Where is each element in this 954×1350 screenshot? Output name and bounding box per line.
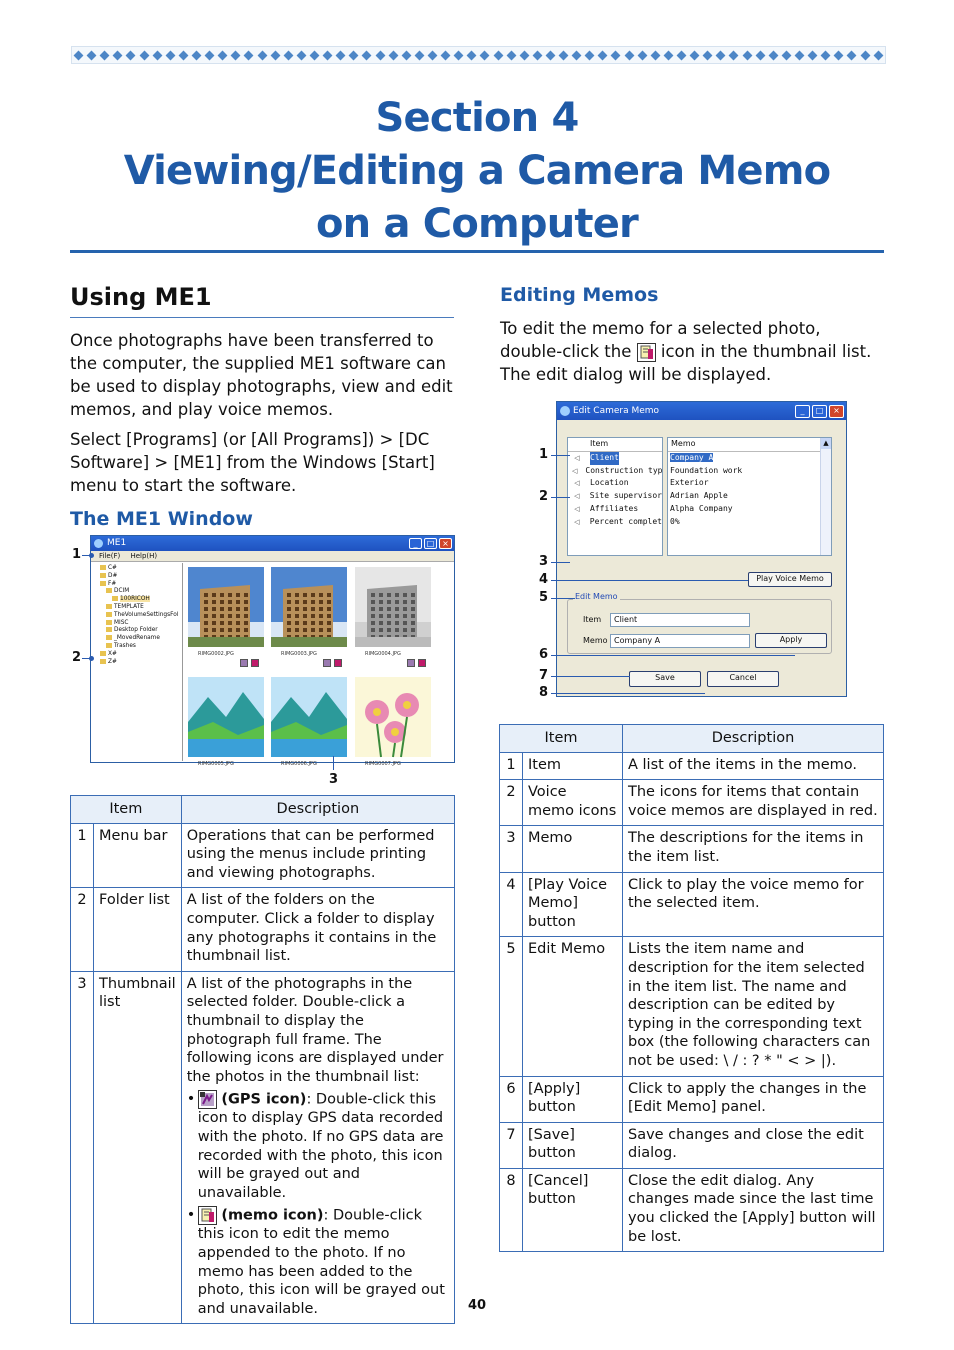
pattern-diamond bbox=[768, 50, 778, 60]
table-row bbox=[500, 937, 884, 1076]
pattern-diamond bbox=[231, 50, 241, 60]
maximize-button[interactable]: □ bbox=[424, 538, 437, 549]
gps-icon bbox=[198, 1090, 217, 1109]
row-number: 8 bbox=[500, 1168, 523, 1251]
item-list-row[interactable] bbox=[568, 465, 662, 478]
folder-item[interactable] bbox=[94, 635, 179, 643]
pattern-diamond bbox=[401, 50, 411, 60]
table-row bbox=[500, 1076, 884, 1122]
folder-icon bbox=[106, 627, 112, 632]
callout-line bbox=[551, 497, 570, 498]
thumbnail-filename: RIMG0006.JPG bbox=[281, 761, 317, 767]
pattern-diamond bbox=[139, 50, 149, 60]
pattern-diamond bbox=[362, 50, 372, 60]
row-description: A list of the folders on the computer. Click a folder to display any photographs it contains in the thumbnail list. bbox=[181, 888, 454, 971]
callout-line bbox=[551, 598, 575, 599]
pattern-diamond bbox=[834, 50, 844, 60]
me1-window-table bbox=[70, 795, 455, 1324]
memo-icon[interactable] bbox=[334, 659, 342, 667]
row-number: 5 bbox=[500, 937, 523, 1076]
pattern-diamond bbox=[585, 50, 595, 60]
pattern-diamond bbox=[663, 50, 673, 60]
memo-value: Alpha Company bbox=[670, 503, 733, 513]
me1-window-subheading: The ME1 Window bbox=[70, 508, 253, 530]
header-description: Description bbox=[181, 796, 454, 824]
folder-label: MISC bbox=[114, 619, 129, 626]
row-item: Folder list bbox=[94, 888, 182, 971]
me1-window-title: ME1 bbox=[107, 538, 127, 548]
folder-item[interactable] bbox=[94, 588, 179, 596]
row-description: Click to play the voice memo for the selected item. bbox=[623, 872, 884, 937]
dialog-title: Edit Camera Memo bbox=[573, 406, 660, 416]
callout-5: 5 bbox=[539, 590, 549, 605]
pattern-diamond bbox=[454, 50, 464, 60]
memo-icon bbox=[637, 343, 656, 362]
pattern-diamond bbox=[480, 50, 490, 60]
row-description bbox=[181, 971, 454, 1324]
pattern-diamond bbox=[729, 50, 739, 60]
memo-list-row[interactable] bbox=[668, 477, 831, 490]
folder-label: TEMPLATE bbox=[114, 603, 144, 610]
thumbnail-image[interactable] bbox=[271, 567, 347, 647]
section-title-line-3: on a Computer bbox=[315, 201, 638, 247]
item-name: Percent complet bbox=[589, 516, 662, 526]
row-number: 2 bbox=[500, 780, 523, 826]
pattern-diamond bbox=[388, 50, 398, 60]
item-name-input[interactable]: Client bbox=[610, 613, 750, 627]
minimize-button[interactable]: _ bbox=[409, 538, 422, 549]
row-description: Lists the item name and description for the item selected in the item list. The name and description can be edited by typing in the corresponding text box (the following characters can not be used: \ / : ? * " < > |). bbox=[623, 937, 884, 1076]
memo-column-header: Memo bbox=[668, 438, 831, 452]
heading-underline bbox=[70, 317, 454, 318]
pattern-diamond bbox=[165, 50, 175, 60]
memo-value: 0% bbox=[670, 516, 680, 526]
row-number: 1 bbox=[71, 823, 94, 888]
item-field-label: Item bbox=[583, 615, 602, 624]
folder-item[interactable] bbox=[94, 620, 179, 628]
callout-line bbox=[333, 756, 334, 770]
pattern-diamond bbox=[873, 50, 883, 60]
item-list-row[interactable] bbox=[568, 516, 662, 529]
folder-label: 100RICOH bbox=[120, 596, 150, 603]
item-name: Affiliates bbox=[590, 503, 639, 513]
row-description: The descriptions for the items in the item list. bbox=[623, 826, 884, 872]
table-header-row bbox=[500, 725, 884, 753]
pattern-diamond bbox=[493, 50, 503, 60]
dialog-minimize-button[interactable]: _ bbox=[795, 405, 810, 418]
pattern-diamond bbox=[375, 50, 385, 60]
thumbnail-image[interactable] bbox=[271, 677, 347, 757]
callout-4: 4 bbox=[539, 572, 549, 587]
callout-line bbox=[551, 676, 630, 677]
row-item: Item bbox=[523, 752, 623, 780]
table-header-row bbox=[71, 796, 455, 824]
callout-8: 8 bbox=[539, 685, 549, 700]
memo-value: Adrian Apple bbox=[670, 491, 728, 501]
editing-memos-paragraph bbox=[500, 317, 885, 386]
pattern-diamond bbox=[467, 50, 477, 60]
thumbnail-filename: RIMG0003.JPG bbox=[281, 651, 317, 657]
gps-icon-label: (GPS icon) bbox=[221, 1091, 307, 1108]
folder-item[interactable] bbox=[94, 627, 179, 635]
folder-icon bbox=[106, 612, 112, 617]
folder-item[interactable] bbox=[94, 643, 179, 651]
pattern-diamond bbox=[847, 50, 857, 60]
folder-label: DCIM bbox=[114, 588, 130, 595]
pattern-diamond bbox=[205, 50, 215, 60]
row-item: Memo bbox=[523, 826, 623, 872]
folder-icon bbox=[106, 643, 112, 648]
pattern-diamond bbox=[742, 50, 752, 60]
callout-3: 3 bbox=[539, 554, 549, 569]
cancel-button[interactable]: Cancel bbox=[707, 671, 779, 687]
folder-label: _MovedRename bbox=[114, 635, 160, 642]
pattern-diamond bbox=[178, 50, 188, 60]
thumbnail-image[interactable] bbox=[355, 567, 431, 647]
apply-button[interactable]: Apply bbox=[755, 633, 827, 648]
folder-label: F# bbox=[108, 580, 117, 587]
pattern-diamond bbox=[795, 50, 805, 60]
thumbnail-list bbox=[185, 563, 454, 767]
title-rule bbox=[70, 250, 884, 253]
callout-line bbox=[551, 693, 705, 694]
pattern-diamond bbox=[336, 50, 346, 60]
thumbnail-filename: RIMG0007.JPG bbox=[365, 761, 401, 767]
row-item: Menu bar bbox=[94, 823, 182, 888]
callout-line bbox=[551, 655, 795, 656]
pattern-diamond bbox=[545, 50, 555, 60]
speaker-icon: ◁ bbox=[574, 492, 580, 501]
callout-1: 1 bbox=[539, 447, 549, 462]
row-number: 7 bbox=[500, 1122, 523, 1168]
editing-memos-subheading: Editing Memos bbox=[500, 284, 659, 306]
dialog-titlebar bbox=[557, 402, 846, 420]
dialog-app-icon bbox=[560, 406, 570, 416]
close-button[interactable]: × bbox=[439, 538, 452, 549]
pattern-diamond bbox=[690, 50, 700, 60]
pattern-diamond bbox=[716, 50, 726, 60]
pattern-diamond bbox=[637, 50, 647, 60]
row-item: [Apply] button bbox=[523, 1076, 623, 1122]
table-row bbox=[71, 888, 455, 971]
row-number: 1 bbox=[500, 752, 523, 780]
dialog-close-button[interactable]: × bbox=[829, 405, 844, 418]
folder-icon bbox=[100, 659, 106, 664]
folder-label: Z# bbox=[108, 658, 117, 665]
using-me1-heading: Using ME1 bbox=[70, 283, 212, 311]
pattern-diamond bbox=[650, 50, 660, 60]
thumbnail-image[interactable] bbox=[355, 677, 431, 757]
callout-3: 3 bbox=[329, 772, 339, 787]
menu-help[interactable]: Help(H) bbox=[130, 552, 158, 560]
folder-item[interactable] bbox=[94, 612, 179, 620]
pattern-diamond bbox=[310, 50, 320, 60]
callout-2: 2 bbox=[72, 650, 82, 665]
edit-memo-table bbox=[499, 724, 884, 1252]
row-number: 2 bbox=[71, 888, 94, 971]
folder-icon bbox=[106, 620, 112, 625]
row-item: [Cancel] button bbox=[523, 1168, 623, 1251]
item-column-header: Item bbox=[568, 438, 662, 452]
me1-window-screenshot bbox=[90, 535, 455, 767]
folder-label: D# bbox=[108, 572, 118, 579]
memo-list-row[interactable] bbox=[668, 452, 831, 465]
row-description: Close the edit dialog. Any changes made since the last time you clicked the [Apply] button will be lost. bbox=[623, 1168, 884, 1251]
pattern-diamond bbox=[244, 50, 254, 60]
folder-item[interactable] bbox=[94, 659, 179, 667]
memo-icon-label: (memo icon) bbox=[221, 1207, 324, 1224]
item-name: Site supervisor bbox=[589, 491, 662, 501]
folder-list bbox=[91, 563, 183, 761]
pattern-diamond bbox=[519, 50, 529, 60]
pattern-diamond bbox=[323, 50, 333, 60]
speaker-icon: ◁ bbox=[574, 504, 580, 513]
pattern-diamond bbox=[598, 50, 608, 60]
table-row bbox=[500, 826, 884, 872]
item-list-row[interactable] bbox=[568, 452, 662, 465]
pattern-diamond bbox=[808, 50, 818, 60]
folder-label: TheVolumeSettingsFol bbox=[114, 611, 179, 618]
speaker-icon: ◁ bbox=[574, 453, 580, 462]
memo-list bbox=[667, 437, 832, 556]
pattern-diamond bbox=[821, 50, 831, 60]
menu-file[interactable]: File(F) bbox=[99, 552, 121, 560]
memo-value: Company A bbox=[670, 452, 714, 462]
table-row bbox=[500, 752, 884, 780]
me1-titlebar bbox=[91, 536, 454, 551]
table-row bbox=[500, 1168, 884, 1251]
folder-label: Desktop Folder bbox=[114, 627, 158, 634]
edit-camera-memo-dialog bbox=[556, 401, 847, 697]
row-description: A list of the items in the memo. bbox=[623, 752, 884, 780]
folder-item[interactable] bbox=[94, 596, 179, 604]
item-list-row[interactable] bbox=[568, 503, 662, 516]
folder-item[interactable] bbox=[94, 581, 179, 589]
memo-list-row[interactable] bbox=[668, 503, 831, 516]
play-voice-memo-button[interactable]: Play Voice Memo bbox=[748, 572, 832, 587]
gps-icon-text: : Double-click this icon to display GPS data recorded with the photo. If no GPS data are recorded with the photo, this icon will be grayed out and unavailable. bbox=[197, 1091, 444, 1201]
pattern-diamond bbox=[624, 50, 634, 60]
pattern-diamond bbox=[572, 50, 582, 60]
pattern-diamond bbox=[270, 50, 280, 60]
row-item: Thumbnail list bbox=[94, 971, 182, 1324]
callout-6: 6 bbox=[539, 647, 549, 662]
folder-icon bbox=[106, 635, 112, 640]
speaker-icon: ◁ bbox=[574, 517, 580, 526]
table-row bbox=[500, 780, 884, 826]
callout-dot bbox=[89, 656, 94, 661]
folder-icon bbox=[100, 651, 106, 656]
memo-value: Exterior bbox=[670, 478, 709, 488]
pattern-diamond bbox=[506, 50, 516, 60]
row-number: 4 bbox=[500, 872, 523, 937]
header-description: Description bbox=[623, 725, 884, 753]
paragraph-text-part-2: icon in the thumbnail list. The edit dialog will be displayed. bbox=[500, 342, 872, 384]
row-number: 6 bbox=[500, 1076, 523, 1122]
folder-icon bbox=[106, 588, 112, 593]
speaker-icon: ◁ bbox=[574, 479, 580, 488]
item-list-row[interactable] bbox=[568, 490, 662, 503]
save-button[interactable]: Save bbox=[629, 671, 701, 687]
callout-1: 1 bbox=[72, 547, 82, 562]
pattern-diamond bbox=[703, 50, 713, 60]
row-number: 3 bbox=[500, 826, 523, 872]
row-number: 3 bbox=[71, 971, 94, 1324]
folder-icon bbox=[112, 596, 118, 601]
folder-icon bbox=[106, 604, 112, 609]
folder-icon bbox=[100, 573, 106, 578]
memo-icon-bullet: • (memo icon): Double-click this icon to edit the memo appended to the photo. If no memo has been added to the photo, this icon will be grayed out and unavailable. bbox=[186, 1207, 445, 1317]
thumbnail-list-description: A list of the photographs in the selected folder. Double-click a thumbnail to display the photograph full frame. The following icons are displayed under the photos in the thumbnail list: bbox=[186, 975, 444, 1085]
intro-paragraph: Once photographs have been transferred to the computer, the supplied ME1 software can be used to display photographs, view and edit memos, and play voice memos. bbox=[70, 331, 453, 419]
row-description: The icons for items that contain voice memos are displayed in red. bbox=[623, 780, 884, 826]
pattern-diamond bbox=[441, 50, 451, 60]
page-number: 40 bbox=[467, 1298, 487, 1313]
pattern-diamond bbox=[218, 50, 228, 60]
memo-icon[interactable] bbox=[251, 659, 259, 667]
callout-7: 7 bbox=[539, 668, 549, 683]
row-description: Click to apply the changes in the [Edit Memo] panel. bbox=[623, 1076, 884, 1122]
folder-label: X# bbox=[108, 650, 117, 657]
memo-list-row[interactable] bbox=[668, 490, 831, 503]
table-row bbox=[71, 971, 455, 1324]
folder-item[interactable] bbox=[94, 565, 179, 573]
memo-list-row[interactable] bbox=[668, 465, 831, 478]
pattern-diamond bbox=[611, 50, 621, 60]
folder-item[interactable] bbox=[94, 573, 179, 581]
memo-list-row[interactable] bbox=[668, 516, 831, 529]
item-list bbox=[567, 437, 663, 556]
dialog-maximize-button[interactable]: □ bbox=[812, 405, 827, 418]
memo-list-scrollbar[interactable]: ▲ bbox=[820, 438, 831, 555]
callout-line bbox=[551, 562, 570, 563]
gps-icon[interactable] bbox=[407, 659, 415, 667]
start-instructions-paragraph: Select [Programs] (or [All Programs]) > [DC Software] > [ME1] from the Windows [Start] menu to start the software. bbox=[70, 430, 435, 495]
speaker-icon: ◁ bbox=[572, 466, 578, 475]
pattern-diamond bbox=[192, 50, 202, 60]
thumbnail-filename: RIMG0004.JPG bbox=[365, 651, 401, 657]
item-name: Location bbox=[590, 478, 629, 488]
pattern-diamond bbox=[87, 50, 97, 60]
item-list-row[interactable] bbox=[568, 477, 662, 490]
thumbnail-filename: RIMG0005.JPG bbox=[198, 761, 234, 767]
gps-icon[interactable] bbox=[323, 659, 331, 667]
item-name: Client bbox=[590, 452, 619, 465]
pattern-diamond bbox=[559, 50, 569, 60]
folder-item[interactable] bbox=[94, 604, 179, 612]
folder-label: C# bbox=[108, 565, 117, 571]
folder-icon bbox=[100, 581, 106, 586]
app-icon bbox=[94, 539, 103, 548]
pattern-diamond bbox=[781, 50, 791, 60]
folder-item[interactable] bbox=[94, 651, 179, 659]
table-row bbox=[71, 823, 455, 888]
pattern-diamond bbox=[113, 50, 123, 60]
thumbnail-image[interactable] bbox=[188, 567, 264, 647]
pattern-diamond bbox=[100, 50, 110, 60]
header-item: Item bbox=[71, 796, 182, 824]
pattern-diamond bbox=[126, 50, 136, 60]
row-description: Save changes and close the edit dialog. bbox=[623, 1122, 884, 1168]
folder-label: Trashes bbox=[114, 642, 136, 649]
pattern-diamond bbox=[296, 50, 306, 60]
pattern-diamond bbox=[74, 50, 84, 60]
me1-menu-bar bbox=[91, 551, 454, 562]
memo-icon[interactable] bbox=[418, 659, 426, 667]
callout-dot bbox=[89, 553, 94, 558]
section-title-line-2: Viewing/Editing a Camera Memo bbox=[123, 148, 831, 194]
memo-value: Foundation work bbox=[670, 465, 743, 475]
callout-2: 2 bbox=[539, 489, 549, 504]
paragraph-text-part-1: To edit the memo for a selected photo, double-click the bbox=[500, 319, 821, 361]
row-item: [Save] button bbox=[523, 1122, 623, 1168]
pattern-diamond bbox=[349, 50, 359, 60]
row-description: Operations that can be performed using the menus include printing and viewing photographs. bbox=[181, 823, 454, 888]
item-name: Construction typ bbox=[585, 465, 663, 475]
row-item: [Play Voice Memo] button bbox=[523, 872, 623, 937]
memo-icon-text: : Double-click this icon to edit the memo appended to the photo. If no memo has been added to the photo, this icon will be grayed out and unavailable. bbox=[197, 1207, 445, 1317]
folder-icon bbox=[100, 565, 106, 570]
header-item: Item bbox=[500, 725, 623, 753]
pattern-diamond bbox=[257, 50, 267, 60]
pattern-diamond bbox=[755, 50, 765, 60]
table-row bbox=[500, 1122, 884, 1168]
pattern-diamond bbox=[677, 50, 687, 60]
memo-icon bbox=[198, 1206, 217, 1225]
section-title-line-1: Section 4 bbox=[375, 95, 579, 141]
table-row bbox=[500, 872, 884, 937]
gps-icon[interactable] bbox=[240, 659, 248, 667]
callout-line bbox=[551, 580, 748, 581]
memo-field-label: Memo bbox=[583, 636, 608, 645]
thumbnail-image[interactable] bbox=[188, 677, 264, 757]
thumbnail-filename: RIMG0002.JPG bbox=[198, 651, 234, 657]
pattern-diamond bbox=[152, 50, 162, 60]
memo-description-input[interactable]: Company A bbox=[610, 634, 750, 648]
row-item: Voice memo icons bbox=[523, 780, 623, 826]
gps-icon-bullet: • (GPS icon): Double-click this icon to display GPS data recorded with the photo. If no GPS data are recorded with the photo, this icon will be grayed out and unavailable. bbox=[186, 1091, 444, 1201]
pattern-diamond bbox=[532, 50, 542, 60]
callout-line bbox=[551, 455, 570, 456]
pattern-diamond bbox=[860, 50, 870, 60]
header-pattern-band bbox=[71, 46, 886, 64]
pattern-diamond bbox=[283, 50, 293, 60]
pattern-diamond bbox=[414, 50, 424, 60]
edit-memo-group-label: Edit Memo bbox=[575, 592, 618, 601]
pattern-diamond bbox=[428, 50, 438, 60]
row-item: Edit Memo bbox=[523, 937, 623, 1076]
